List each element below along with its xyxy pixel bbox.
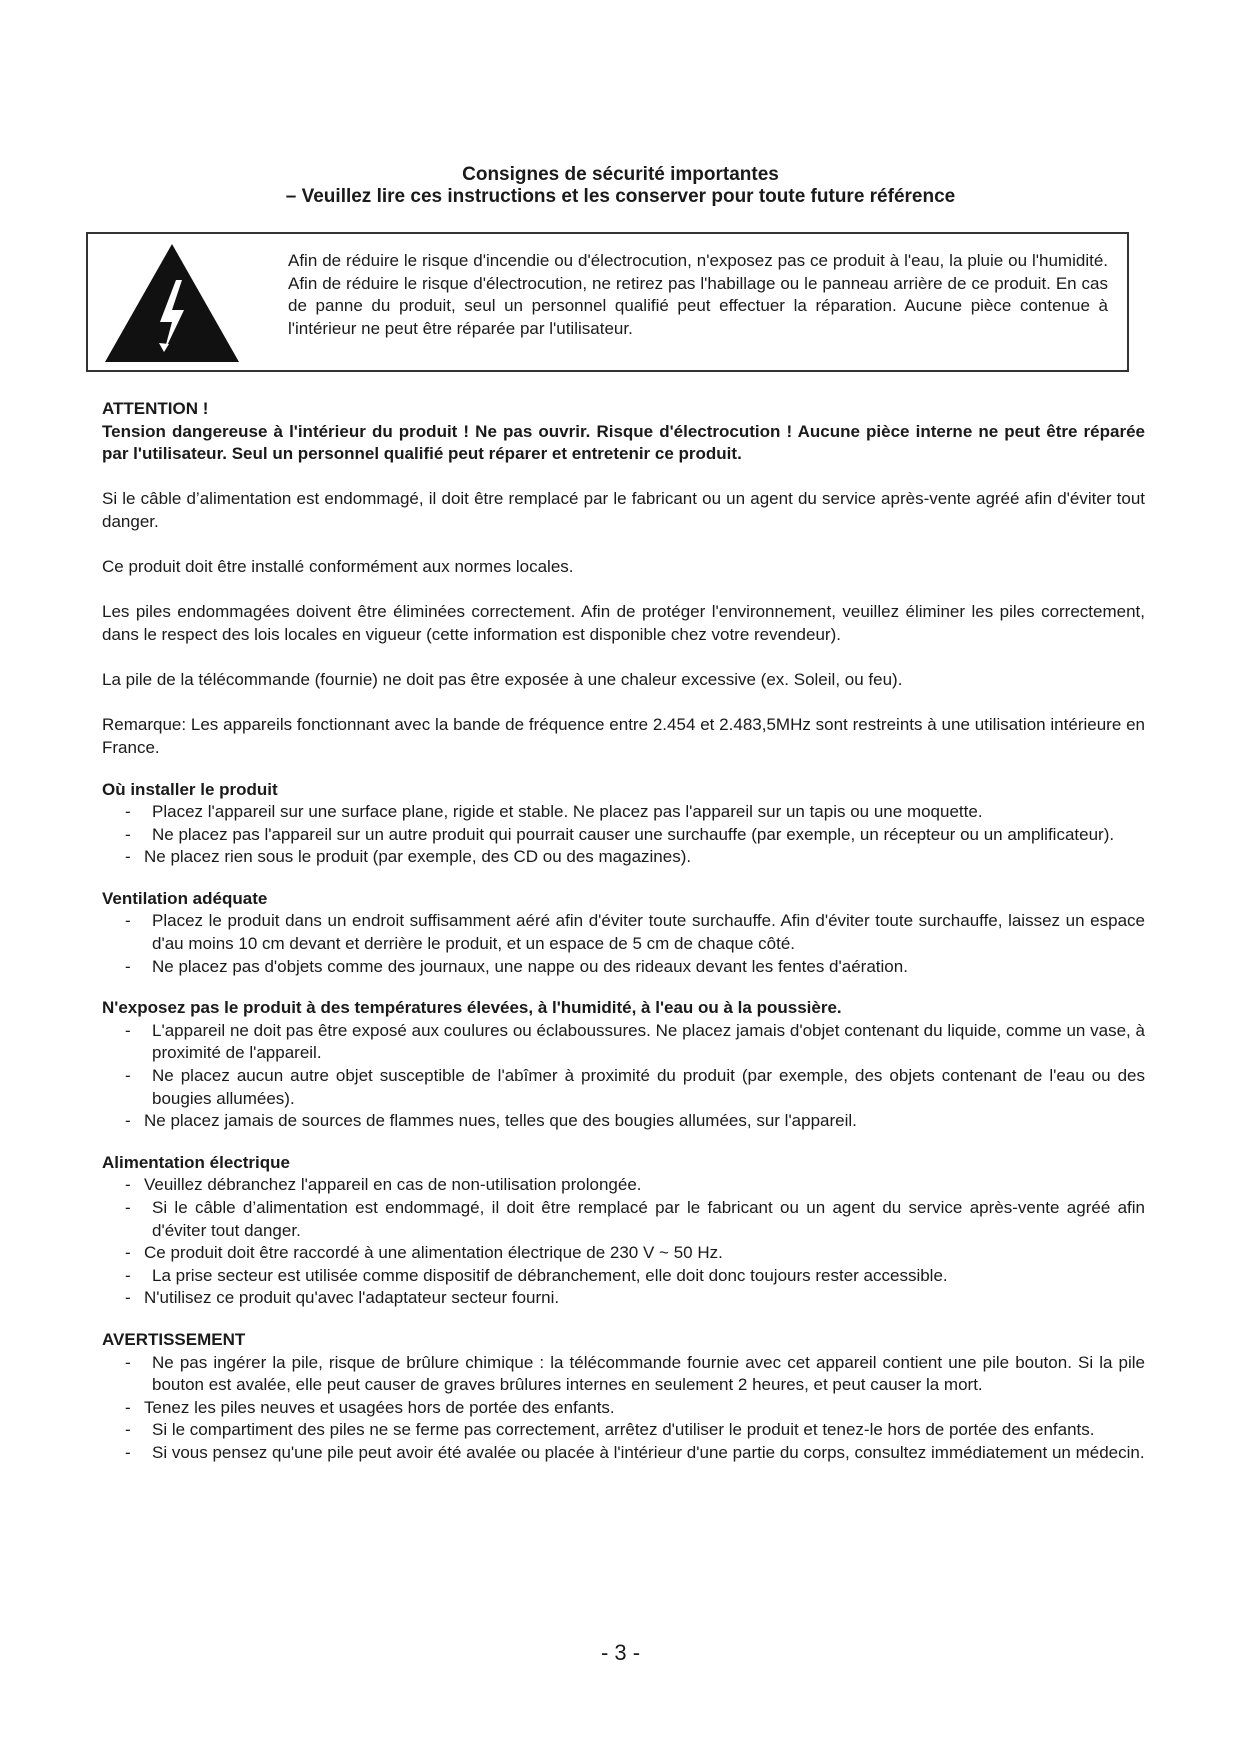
list-item: - Veuillez débranchez l'appareil en cas de non-utilisation prolongée. [125, 1175, 642, 1195]
section-list [102, 801, 1145, 869]
paragraph-installation: Ce produit doit être installé conformément aux normes locales. [102, 557, 574, 577]
section-list [102, 1174, 1145, 1310]
list-item: - L'appareil ne doit pas être exposé aux coulures ou éclaboussures. Ne placez jamais d'objet contenant du liquide, comme un vase, à proximité de l'appareil. [125, 1020, 1145, 1063]
attention-heading: ATTENTION ! [102, 399, 209, 418]
page-subtitle: – Veuillez lire ces instructions et les conserver pour toute future référence [285, 186, 956, 207]
list-item: - Ne placez jamais de sources de flammes nues, telles que des bougies allumées, sur l'appareil. [125, 1111, 857, 1131]
warning-text: Afin de réduire le risque d'incendie ou d'électrocution, n'exposez pas ce produit à l'eau, la pluie ou l'humidité. Afin de réduire le risque d'électrocution, ne retirez pas l'habillage ou le panneau arrière de ce produit. En cas de panne du produit, seul un personnel qualifié peut effectuer la réparation. Aucune pièce contenue à l'intérieur ne peut être réparée par l'utilisateur. [288, 251, 1108, 338]
section-heading: Ventilation adéquate [102, 888, 268, 908]
main-content [102, 398, 1145, 1465]
list-item: - Ne placez rien sous le produit (par exemple, des CD ou des magazines). [125, 847, 692, 867]
list-item: - Tenez les piles neuves et usagées hors de portée des enfants. [125, 1397, 615, 1417]
list-item: - Ne placez pas d'objets comme des journaux, une nappe ou des rideaux devant les fentes d'aération. [125, 956, 908, 976]
list-item: - N'utilisez ce produit qu'avec l'adaptateur secteur fourni. [125, 1288, 560, 1308]
list-item: - La prise secteur est utilisée comme dispositif de débranchement, elle doit donc toujours rester accessible. [125, 1265, 948, 1285]
list-item: - Ne placez pas l'appareil sur un autre produit qui pourrait causer une surchauffe (par exemple, un récepteur ou un amplificateur). [125, 824, 1115, 844]
section-list [102, 910, 1145, 978]
section-list [102, 1020, 1145, 1133]
list-item: - Placez l'appareil sur une surface plane, rigide et stable. Ne placez pas l'appareil sur un tapis ou une moquette. [125, 802, 983, 822]
paragraph-remote-battery: La pile de la télécommande (fournie) ne doit pas être exposée à une chaleur excessive (ex. Soleil, ou feu). [102, 670, 903, 690]
section-heading: Alimentation électrique [102, 1152, 290, 1172]
electric-shock-warning-icon [102, 240, 242, 366]
section-heading: N'exposez pas le produit à des températures élevées, à l'humidité, à l'eau ou à la poussière. [102, 998, 842, 1018]
title-block [0, 164, 1241, 208]
page-number: - 3 - [600, 1640, 641, 1665]
section-list [102, 1352, 1145, 1465]
warning-box [86, 232, 1129, 372]
section-heading: AVERTISSEMENT [102, 1329, 246, 1349]
list-item: - Si le câble d’alimentation est endommagé, il doit être remplacé par le fabricant ou un agent du service après-vente agréé afin d'éviter tout danger. [125, 1198, 1145, 1240]
attention-text: Tension dangereuse à l'intérieur du produit ! Ne pas ouvrir. Risque d'électrocution ! Aucune pièce interne ne peut être réparée par l'utilisateur. Seul un personnel qualifié peut réparer et entretenir ce produit. [102, 421, 1145, 464]
page-title: Consignes de sécurité importantes [462, 164, 779, 185]
list-item: - Si le compartiment des piles ne se ferme pas correctement, arrêtez d'utiliser le produit et tenez-le hors de portée des enfants. [125, 1420, 1095, 1440]
paragraph-batteries: Les piles endommagées doivent être éliminées correctement. Afin de protéger l'environnement, veuillez éliminer les piles correctement, dans le respect des lois locales en vigueur (cette information est disponible chez votre revendeur). [102, 602, 1145, 644]
section-heading: Où installer le produit [102, 779, 278, 799]
list-item: - Ce produit doit être raccordé à une alimentation électrique de 230 V ~ 50 Hz. [125, 1243, 723, 1263]
paragraph-frequency-note: Remarque: Les appareils fonctionnant avec la bande de fréquence entre 2.454 et 2.483,5MHz sont restreints à une utilisation intérieure en France. [102, 715, 1145, 757]
paragraph-cable: Si le câble d’alimentation est endommagé, il doit être remplacé par le fabricant ou un agent du service après-vente agréé afin d'éviter tout danger. [102, 489, 1145, 531]
list-item: - Placez le produit dans un endroit suffisamment aéré afin d'éviter toute surchauffe. Afin d'éviter toute surchauffe, laissez un espace d'au moins 10 cm devant et derrière le produit, et un espace de 5 cm de chaque côté. [125, 911, 1145, 954]
list-item: - Si vous pensez qu'une pile peut avoir été avalée ou placée à l'intérieur d'une partie du corps, consultez immédiatement un médecin. [125, 1442, 1145, 1462]
list-item: - Ne pas ingérer la pile, risque de brûlure chimique : la télécommande fournie avec cet appareil contient une pile bouton. Si la pile bouton est avalée, elle peut causer de graves brûlures internes en seulement 2 heures, et peut causer la mort. [125, 1352, 1145, 1395]
list-item: - Ne placez aucun autre objet susceptible de l'abîmer à proximité du produit (par exemple, des objets contenant de l'eau ou des bougies allumées). [125, 1066, 1145, 1108]
